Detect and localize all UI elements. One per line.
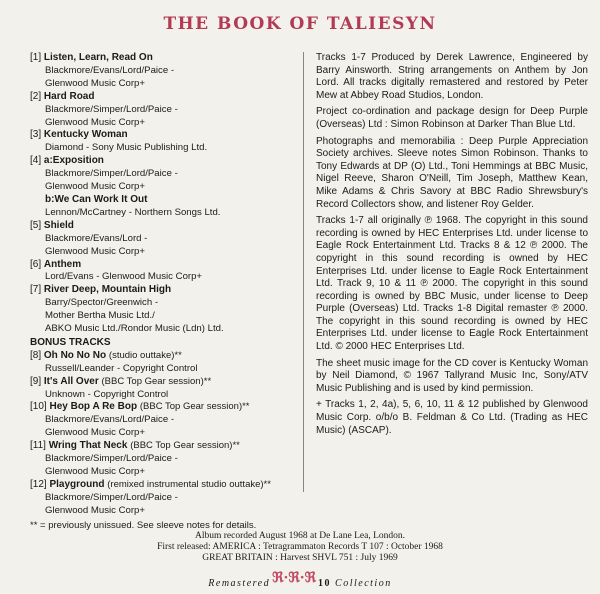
photo-credits: Photographs and memorabilia : Deep Purple Appreciation Society archives. Sleeve notes Simon Robinson. Thanks to Tony Edwards at DP (O) Ltd., Toni Hemmings at BBC Music, Nigel Reeve, Sharon O'Neill, Tim Joseph, Matthew Kean, Mike Adams & Chris Savory at BBC Radio Shrewsbury's Record Collectors show, and listener Roy Gelder. [316, 135, 588, 210]
track-title: It's All Over [43, 375, 99, 387]
track-4b [30, 194, 302, 220]
track-9 [30, 376, 302, 402]
track-1 [30, 52, 302, 91]
track-note: (remixed instrumental studio outtake)** [107, 478, 271, 490]
track-2 [30, 91, 302, 130]
track-credit: Barry/Spector/Greenwich - [45, 297, 159, 309]
track-credit: Mother Bertha Music Ltd./ [45, 310, 155, 322]
track-credit: Unknown - Copyright Control [45, 388, 169, 400]
track-credit: Lennon/McCartney - Northern Songs Ltd. [45, 206, 221, 218]
track-number: [3] [30, 129, 42, 141]
track-title: River Deep, Mountain High [43, 284, 172, 296]
track-3 [30, 129, 302, 155]
track-title: Kentucky Woman [43, 129, 128, 141]
track-title: Listen, Learn, Read On [43, 52, 153, 63]
tracklist [30, 52, 302, 533]
track-number: [12] [30, 478, 47, 490]
track-note: (BBC Top Gear session)** [101, 375, 212, 387]
column-divider [303, 52, 304, 492]
track-credit: Blackmore/Evans/Lord/Paice - [45, 414, 175, 426]
recording-line: Album recorded August 1968 at De Lane Lea, London. [195, 531, 405, 541]
track-credit: ABKO Music Ltd./Rondor Music (Ldn) Ltd. [45, 323, 224, 335]
track-credit: Blackmore/Simper/Lord/Paice - [45, 103, 178, 115]
track-12 [30, 479, 302, 518]
track-note: (BBC Top Gear session)** [139, 401, 250, 413]
track-7 [30, 284, 302, 336]
series-prefix: Remastered [208, 578, 271, 589]
publishing-note: + Tracks 1, 2, 4a), 5, 6, 10, 11 & 12 published by Glenwood Music Corp. o/b/o B. Feldman & Co Ltd. (Trading as HEC Music) (ASCAP). [316, 399, 588, 436]
track-note: (studio outtake)** [108, 349, 182, 361]
track-10 [30, 401, 302, 440]
track-credit: Blackmore/Simper/Lord/Paice - [45, 453, 178, 465]
footnote: ** = previously unissued. See sleeve notes for details. [30, 519, 257, 531]
production-credits: Tracks 1-7 Produced by Derek Lawrence, Engineered by Barry Ainsworth. String arrangements on Anthem by Jon Lord. All tracks digitally remastered and restored by Peter Mew at Abbey Road Studios, London. [316, 52, 588, 101]
credits-notes [316, 52, 588, 441]
track-credit: Blackmore/Simper/Lord/Paice - [45, 168, 178, 180]
track-11 [30, 440, 302, 479]
track-number: [8] [30, 349, 42, 361]
track-number: [10] [30, 401, 47, 413]
track-credit: Glenwood Music Corp+ [45, 245, 145, 257]
uk-release-line: GREAT BRITAIN : Harvest SHVL 751 : July 1969 [202, 553, 398, 563]
track-title: b:We Can Work It Out [45, 193, 148, 205]
series-number: 10 [318, 578, 332, 589]
cover-credit: The sheet music image for the CD cover is Kentucky Woman by Neil Diamond, © 1967 Tallyrand Music Inc, Sony/ATV Music Publishing and is used by kind permission. [316, 357, 588, 394]
track-title: Playground [49, 478, 105, 490]
series-footer [0, 570, 600, 590]
track-number: [11] [30, 440, 46, 452]
us-release-line: First released: AMERICA : Tetragrammaton Records T 107 : October 1968 [157, 542, 443, 552]
release-info [0, 531, 600, 564]
track-credit: Glenwood Music Corp+ [45, 466, 145, 477]
copyright-notice: Tracks 1-7 all originally ℗ 1968. The copyright in this sound recording is owned by HEC Enterprises Ltd. under license to Eagle Rock Entertainment Ltd. Tracks 8 & 12 ℗ 2000. The copyright in this sound recording is owned by HEC Enterprises Ltd. under license to Eagle Rock Entertainment Ltd. Track 9, 10 & 11 ℗ 2000. The copyright in this sound recording is owned by BBC Music, under license to Deep Purple (Overseas) Ltd. Tracks 1-8 Digital remaster ℗ 2000. The copyright in this sound recording is owned by HEC Enterprises Ltd. under license to Eagle Rock Entertainment Ltd. © 2000 HEC Enterprises Ltd. [316, 215, 588, 353]
series-logo: ℜ·ℜ·ℜ [272, 570, 317, 586]
track-title: Anthem [43, 258, 82, 270]
track-title: Oh No No No [43, 349, 107, 361]
track-credit: Blackmore/Evans/Lord/Paice - [45, 64, 175, 76]
track-credit: Blackmore/Simper/Lord/Paice - [45, 491, 178, 503]
track-title: Shield [43, 219, 74, 231]
track-number: [9] [30, 375, 42, 387]
track-credit: Glenwood Music Corp+ [45, 116, 145, 128]
track-5 [30, 220, 302, 259]
track-credit: Glenwood Music Corp+ [45, 181, 145, 193]
bonus-heading: BONUS TRACKS [30, 336, 111, 348]
track-number: [5] [30, 219, 42, 231]
track-title: a:Exposition [43, 155, 104, 167]
track-title: Hard Road [43, 90, 95, 102]
track-8 [30, 350, 302, 376]
track-credit: Diamond - Sony Music Publishing Ltd. [45, 142, 208, 154]
track-title: Wring That Neck [48, 440, 128, 452]
track-title: Hey Bop A Re Bop [49, 401, 138, 413]
page-title: THE BOOK OF TALIESYN [163, 14, 437, 34]
track-number: [1] [30, 52, 42, 63]
track-credit: Blackmore/Evans/Lord - [45, 232, 148, 244]
track-number: [4] [30, 155, 42, 167]
track-credit: Glenwood Music Corp+ [45, 77, 145, 89]
track-credit: Glenwood Music Corp+ [45, 504, 145, 516]
track-number: [6] [30, 258, 42, 270]
track-credit: Lord/Evans - Glenwood Music Corp+ [45, 271, 203, 283]
track-4a [30, 155, 302, 194]
track-6 [30, 259, 302, 285]
series-suffix: Collection [335, 578, 392, 589]
track-number: [7] [30, 284, 42, 296]
package-credits: Project co-ordination and package design for Deep Purple (Overseas) Ltd : Simon Robinson at Darker Than Blue Ltd. [316, 106, 588, 130]
track-number: [2] [30, 90, 42, 102]
track-note: (BBC Top Gear session)** [130, 440, 240, 452]
track-credit: Russell/Leander - Copyright Control [45, 362, 198, 374]
track-credit: Glenwood Music Corp+ [45, 427, 145, 439]
